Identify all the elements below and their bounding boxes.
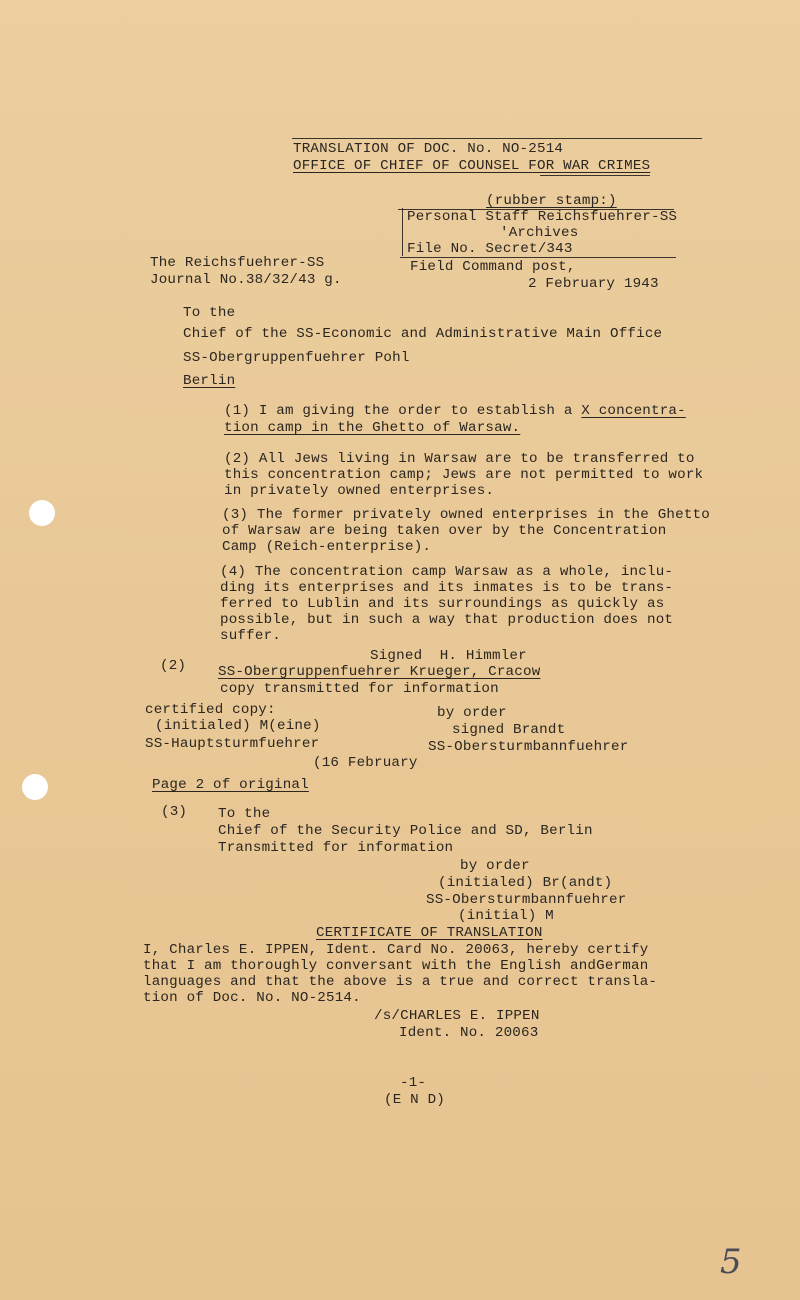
stamp-line-staff: Personal Staff Reichsfuehrer-SS xyxy=(407,209,678,225)
paragraph-1-line-1 xyxy=(224,403,686,419)
page-2-to: To the xyxy=(218,806,271,822)
page-2-label: Page 2 of original xyxy=(152,777,309,793)
addressee-chief: Chief of the SS-Economic and Administrative Main Office xyxy=(183,326,663,342)
paragraph-1-line-2: tion camp in the Ghetto of Warsaw. xyxy=(224,420,521,436)
header-top-rule xyxy=(292,138,702,139)
certified-date: (16 February xyxy=(313,755,418,771)
page-number: -1- xyxy=(400,1075,427,1091)
certificate-line-1: I, Charles E. IPPEN, Ident. Card No. 20063, hereby certify xyxy=(143,942,649,958)
paragraph-1-text: (1) I am giving the order to establish a xyxy=(224,403,582,419)
page-2-rank: SS-Obersturmbannfuehrer xyxy=(426,892,627,908)
paragraph-2-line-2: this concentration camp; Jews are not permitted to work xyxy=(224,467,704,483)
punch-hole-bottom xyxy=(22,774,48,800)
certified-rank: SS-Hauptsturmfuehrer xyxy=(145,736,320,752)
paragraph-4-line-5: suffer. xyxy=(220,628,281,644)
stamp-line-file: File No. Secret/343 xyxy=(407,241,573,257)
page-2-initialed: (initialed) Br(andt) xyxy=(438,875,613,891)
addressee-to: To the xyxy=(183,305,236,321)
punch-hole-top xyxy=(29,500,55,526)
paragraph-3-line-2: of Warsaw are being taken over by the Concentration xyxy=(222,523,667,539)
place-line: Field Command post, xyxy=(410,259,576,275)
certificate-signature: /s/CHARLES E. IPPEN xyxy=(374,1008,540,1024)
certificate-title: CERTIFICATE OF TRANSLATION xyxy=(316,925,543,941)
sender-line-1: The Reichsfuehrer-SS xyxy=(150,255,325,271)
page-2-initial: (initial) M xyxy=(458,908,554,924)
certificate-line-3: languages and that the above is a true and correct transla- xyxy=(143,974,658,990)
certificate-line-2: that I am thoroughly conversant with the English andGerman xyxy=(143,958,649,974)
paragraph-2-line-3: in privately owned enterprises. xyxy=(224,483,495,499)
certificate-line-4: tion of Doc. No. NO-2514. xyxy=(143,990,361,1006)
header-office: OFFICE OF CHIEF OF COUNSEL FOR WAR CRIMES xyxy=(293,158,651,174)
certificate-ident: Ident. No. 20063 xyxy=(399,1025,539,1041)
page-2-transmitted: Transmitted for information xyxy=(218,840,454,856)
paragraph-4-line-1: (4) The concentration camp Warsaw as a whole, inclu- xyxy=(220,564,674,580)
page-2-number: (3) xyxy=(161,804,188,820)
paragraph-3-line-1: (3) The former privately owned enterprises in the Ghetto xyxy=(222,507,710,523)
handwritten-page-mark: 5 xyxy=(720,1242,742,1282)
paragraph-4-line-4: possible, but in such a way that production does not xyxy=(220,612,674,628)
copy-2-number: (2) xyxy=(160,658,187,674)
certified-initialed: (initialed) M(eine) xyxy=(155,718,321,734)
by-order-signed: signed Brandt xyxy=(452,722,566,738)
page-2-by-order: by order xyxy=(460,858,530,874)
header-title: TRANSLATION OF DOC. No. NO-2514 xyxy=(293,141,564,157)
header-bottom-rule xyxy=(540,175,650,176)
sender-journal: Journal No.38/32/43 g. xyxy=(150,272,342,288)
date-line: 2 February 1943 xyxy=(528,276,659,292)
addressee-rank: SS-Obergruppenfuehrer Pohl xyxy=(183,350,410,366)
certified-copy-label: certified copy: xyxy=(145,702,276,718)
stamp-title: (rubber stamp:) xyxy=(486,193,617,209)
end-marker: (E N D) xyxy=(384,1092,445,1108)
by-order-rank: SS-Obersturmbannfuehrer xyxy=(428,739,629,755)
paragraph-3-line-3: Camp (Reich-enterprise). xyxy=(222,539,432,555)
copy-2-recipient: SS-Obergruppenfuehrer Krueger, Cracow xyxy=(218,664,541,680)
addressee-city: Berlin xyxy=(183,373,236,389)
page-2-chief: Chief of the Security Police and SD, Berlin xyxy=(218,823,593,839)
by-order-label: by order xyxy=(437,705,507,721)
stamp-bottom-rule xyxy=(400,257,676,258)
signed-himmler: Signed H. Himmler xyxy=(370,648,527,664)
paragraph-2-line-1: (2) All Jews living in Warsaw are to be transferred to xyxy=(224,451,695,467)
paragraph-1-underlined: X concentra- xyxy=(581,403,686,419)
paragraph-4-line-3: ferred to Lublin and its surroundings as quickly as xyxy=(220,596,665,612)
copy-2-note: copy transmitted for information xyxy=(220,681,499,697)
paragraph-4-line-2: ding its enterprises and its inmates is to be trans- xyxy=(220,580,674,596)
stamp-line-archives: 'Archives xyxy=(500,225,579,241)
stamp-left-border xyxy=(402,208,403,256)
